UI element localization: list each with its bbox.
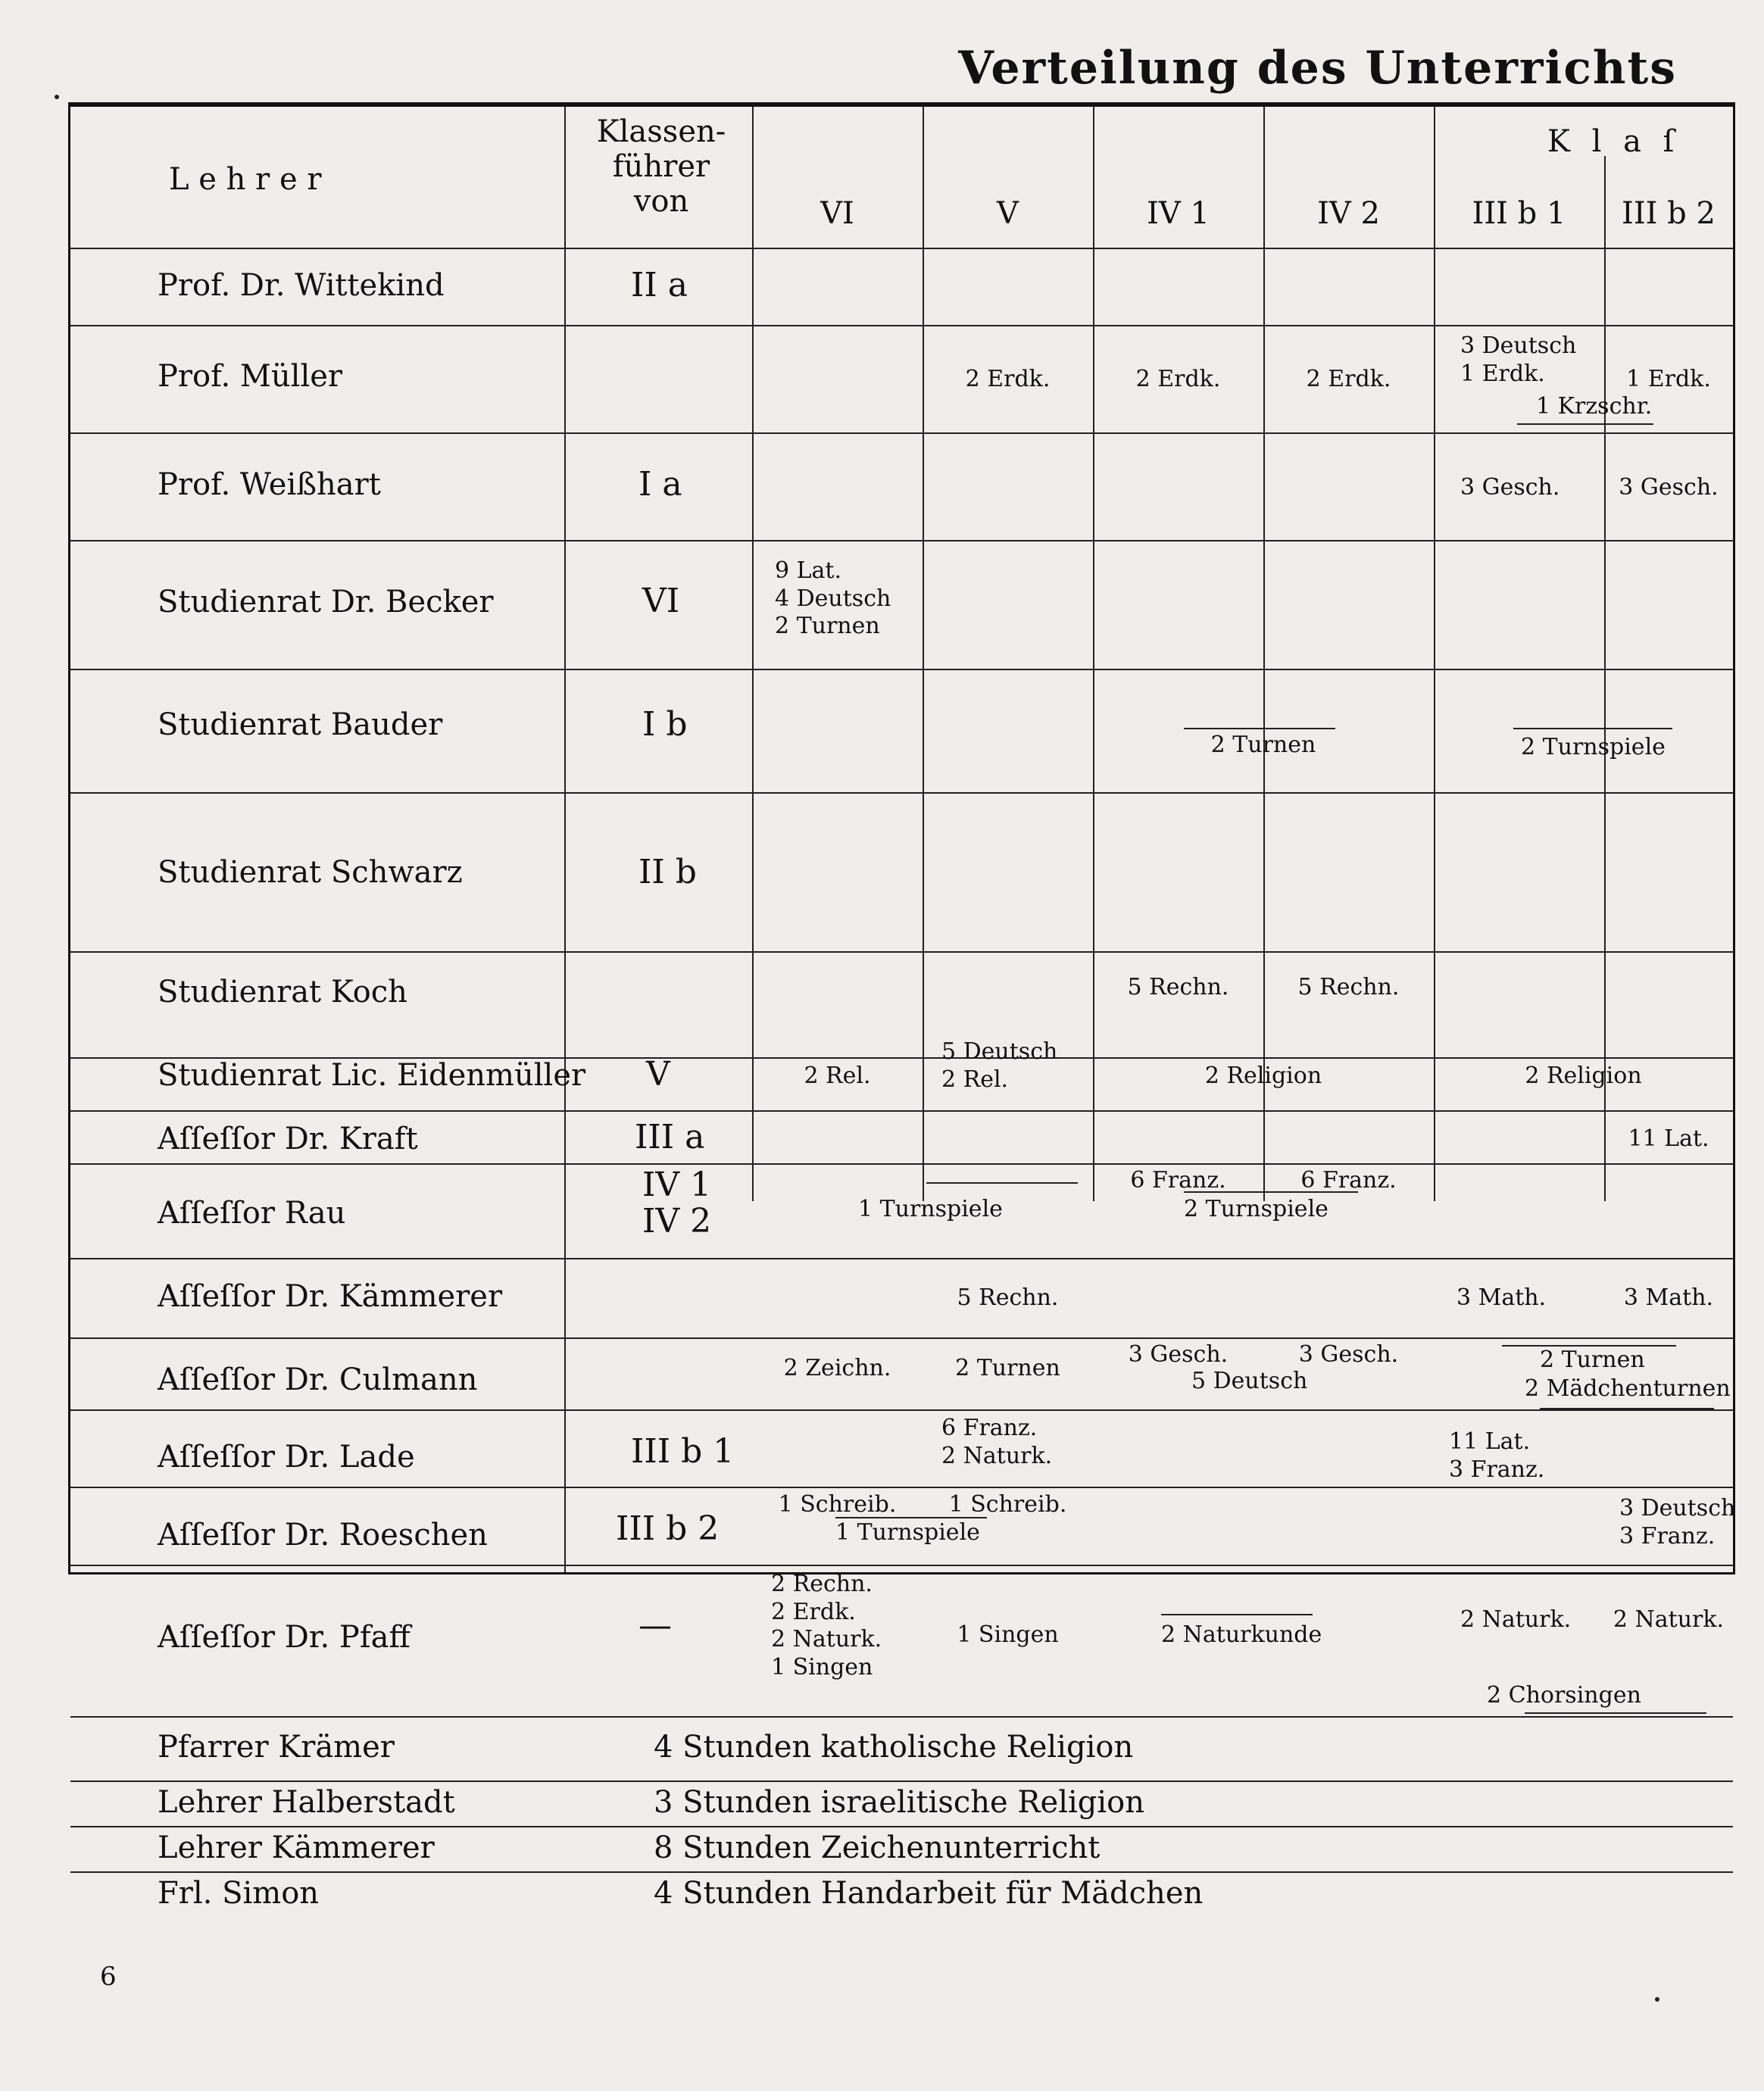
column-divider — [1604, 156, 1606, 1201]
subject-cell: 2 Erdk. — [1135, 366, 1221, 392]
teacher-name: Studienrat Dr. Becker — [158, 585, 494, 619]
subject-cell: 5 Rechn. — [1297, 974, 1400, 1000]
class-leader-cell: IV 1 IV 2 — [642, 1166, 712, 1241]
subject-cell: 3 Math. — [1456, 1284, 1547, 1311]
subject-cell: 1 Singen — [957, 1621, 1059, 1648]
subject-cell: 2 Naturk. — [1613, 1606, 1725, 1633]
row-divider — [70, 792, 1733, 794]
class-leader-cell: II b — [638, 853, 697, 891]
teacher-name: Prof. Weißhart — [158, 467, 381, 502]
span-underline — [1540, 1408, 1714, 1409]
class-leader-cell: III b 2 — [616, 1509, 720, 1548]
subject-cell: 5 Deutsch 2 Rel. — [941, 1038, 1058, 1093]
teacher-name: Lehrer Kämmerer — [158, 1830, 435, 1865]
subject-cell: 1 Schreib. — [948, 1491, 1067, 1518]
subject-cell: 3 Gesch. — [1619, 474, 1719, 501]
subject-cell: 6 Franz. — [1300, 1167, 1397, 1194]
subject-cell: 1 Schreib. — [778, 1491, 897, 1518]
subject-cell: 2 Rechn. 2 Erdk. 2 Naturk. 1 Singen — [771, 1571, 882, 1681]
teacher-name: Prof. Dr. Wittekind — [158, 268, 445, 303]
subject-cell: 5 Rechn. — [957, 1284, 1059, 1311]
span-underline — [835, 1517, 987, 1518]
subject-cell: 2 Zeichn. — [783, 1355, 891, 1381]
teacher-name: Studienrat Bauder — [158, 707, 443, 742]
subject-cell: 3 Gesch. — [1460, 474, 1560, 501]
lesson-description: 8 Stunden Zeichenunterricht — [654, 1830, 1101, 1865]
subject-cell-spanning: 1 Turnspiele — [858, 1196, 1003, 1222]
row-divider — [70, 669, 1733, 670]
teacher-name: Frl. Simon — [158, 1876, 320, 1911]
class-leader-cell: V — [646, 1055, 670, 1094]
row-divider — [70, 248, 1733, 249]
span-underline — [1184, 728, 1335, 729]
row-divider — [70, 432, 1733, 434]
subject-cell: 1 Erdk. — [1626, 366, 1711, 392]
subject-cell: 2 Turnen — [955, 1355, 1060, 1381]
subject-cell: 2 Rel. — [804, 1063, 871, 1089]
page-number: 6 — [100, 1961, 117, 1992]
span-underline — [1517, 423, 1653, 425]
subject-cell: 3 Deutsch 3 Franz. — [1619, 1495, 1736, 1550]
row-divider — [70, 1871, 1733, 1873]
row-divider — [70, 1409, 1733, 1411]
column-header-iiib2: III b 2 — [1622, 196, 1716, 231]
subject-cell: 2 Erdk. — [1306, 366, 1391, 392]
teacher-name: Aſſeſſor Dr. Culmann — [158, 1362, 478, 1397]
print-speck — [1655, 1997, 1659, 2002]
teacher-column-header: L e h r e r — [169, 162, 322, 197]
column-divider — [1434, 107, 1435, 1201]
class-leader-cell: — — [638, 1606, 672, 1645]
column-header-iv2: IV 2 — [1317, 196, 1380, 231]
span-underline — [1184, 1191, 1358, 1193]
teacher-name: Studienrat Schwarz — [158, 855, 463, 890]
teacher-name: Prof. Müller — [158, 359, 343, 394]
subject-cell: 5 Rechn. — [1127, 974, 1229, 1000]
teacher-name: Aſſeſſor Dr. Pfaff — [158, 1620, 411, 1655]
class-leader-cell: I b — [642, 705, 688, 744]
row-divider — [70, 540, 1733, 541]
span-underline — [1161, 1614, 1313, 1615]
column-header-iiib1: III b 1 — [1472, 196, 1566, 231]
column-divider — [752, 107, 754, 1201]
class-leader-cell: VI — [642, 582, 680, 620]
teacher-name: Aſſeſſor Dr. Lade — [158, 1440, 415, 1475]
teacher-name: Aſſeſſor Dr. Roeschen — [158, 1518, 488, 1553]
teaching-distribution-table — [68, 102, 1736, 1911]
subject-cell-spanning: 2 Naturkunde — [1161, 1621, 1322, 1648]
column-divider — [1093, 107, 1094, 1201]
subject-cell-spanning: 1 Krzschr. — [1536, 393, 1653, 420]
row-divider — [70, 1163, 1733, 1165]
klassenfuehrer-column-header: Klassen- führer von — [596, 114, 726, 219]
class-leader-cell: I a — [638, 465, 682, 504]
lesson-description: 3 Stunden israelitische Religion — [654, 1785, 1145, 1820]
subject-cell: 11 Lat. — [1628, 1125, 1709, 1152]
row-divider — [70, 1110, 1733, 1112]
subject-cell: 3 Gesch. — [1298, 1341, 1399, 1368]
subject-cell-spanning: 2 Religion — [1525, 1063, 1642, 1089]
subject-cell: 9 Lat. 4 Deutsch 2 Turnen — [775, 557, 891, 640]
subject-cell: 6 Franz. — [1130, 1167, 1226, 1194]
span-underline — [1513, 728, 1672, 729]
lesson-description: 4 Stunden Handarbeit für Mädchen — [654, 1876, 1204, 1911]
teacher-name: Aſſeſſor Dr. Kraft — [158, 1122, 418, 1156]
row-divider — [70, 325, 1733, 326]
subject-cell: 3 Gesch. — [1128, 1341, 1229, 1368]
column-divider — [1263, 107, 1265, 1201]
subject-cell: 3 Deutsch 1 Erdk. — [1460, 332, 1577, 387]
row-divider — [70, 1565, 1733, 1566]
subject-cell-spanning: 2 Turnspiele — [1521, 734, 1666, 760]
teacher-name: Studienrat Koch — [158, 975, 407, 1010]
subject-cell: 3 Math. — [1623, 1284, 1714, 1311]
subject-cell-spanning: 2 Turnspiele — [1184, 1196, 1328, 1222]
subject-cell-spanning: 2 Religion — [1204, 1063, 1322, 1089]
column-header-iv1: IV 1 — [1147, 196, 1210, 231]
span-underline — [926, 1182, 1078, 1184]
class-leader-cell: III b 1 — [631, 1432, 735, 1471]
row-divider — [70, 1258, 1733, 1259]
column-divider — [923, 107, 924, 1201]
subject-cell: 2 Erdk. — [965, 366, 1051, 392]
column-divider — [564, 107, 566, 1572]
teacher-name: Lehrer Halberstadt — [158, 1785, 455, 1820]
subject-cell-spanning: 2 Chorsingen — [1487, 1682, 1641, 1709]
print-speck — [55, 95, 59, 99]
row-divider — [70, 1716, 1733, 1718]
row-divider — [70, 1780, 1733, 1782]
row-divider — [70, 951, 1733, 953]
teacher-name: Aſſeſſor Rau — [158, 1196, 346, 1231]
subject-cell: 2 Naturk. — [1460, 1606, 1572, 1633]
klassen-header: K l a ſ — [1547, 124, 1681, 159]
row-divider — [70, 1826, 1733, 1827]
class-leader-cell: II a — [631, 266, 688, 304]
teacher-name: Pfarrer Krämer — [158, 1730, 395, 1765]
teacher-name: Studienrat Lic. Eidenmüller — [158, 1058, 586, 1093]
subject-cell-spanning: 2 Turnen — [1210, 732, 1316, 758]
page-title: Verteilung des Unterrichts — [958, 42, 1677, 95]
subject-cell: 11 Lat. 3 Franz. — [1449, 1428, 1545, 1483]
row-divider — [70, 1487, 1733, 1488]
subject-cell-spanning: 2 Mädchenturnen — [1525, 1375, 1731, 1402]
lesson-description: 4 Stunden katholische Religion — [654, 1730, 1134, 1765]
class-leader-cell: III a — [635, 1118, 705, 1156]
subject-cell-spanning: 2 Turnen — [1540, 1347, 1645, 1373]
column-header-vi: VI — [820, 196, 854, 231]
column-header-v: V — [997, 196, 1019, 231]
span-underline — [1525, 1712, 1706, 1714]
row-divider — [70, 1337, 1733, 1339]
teacher-name: Aſſeſſor Dr. Kämmerer — [158, 1279, 503, 1314]
subject-cell: 6 Franz. 2 Naturk. — [941, 1415, 1053, 1469]
subject-cell-spanning: 1 Turnspiele — [835, 1519, 980, 1546]
subject-cell-spanning: 5 Deutsch — [1191, 1368, 1308, 1394]
